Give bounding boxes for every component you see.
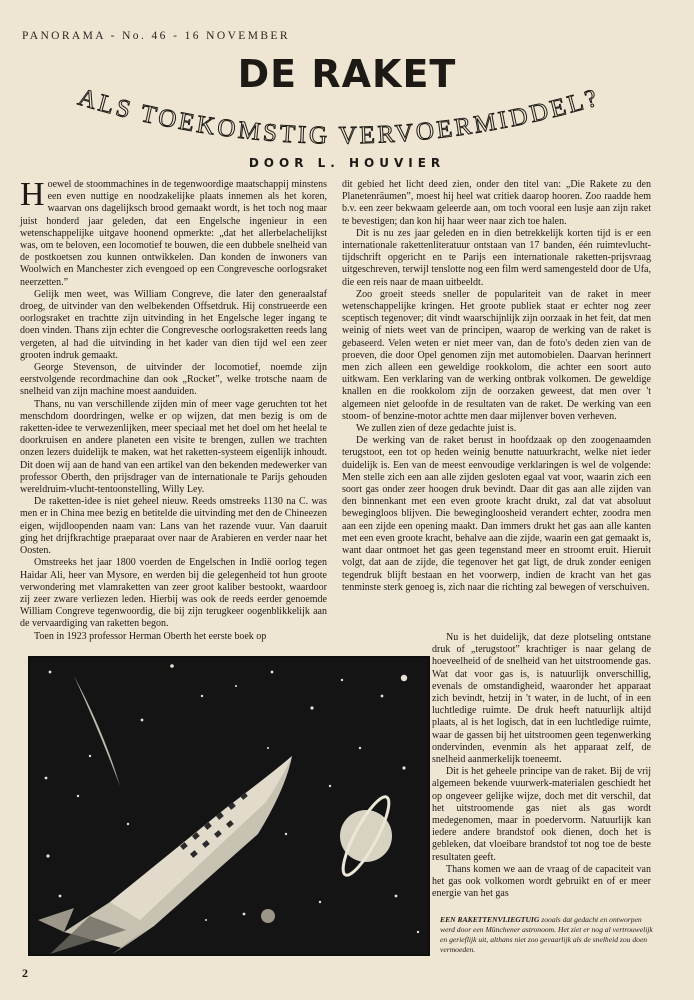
- article-subtitle: ALS TOEKOMSTIG VERVOERMIDDEL?: [75, 84, 604, 150]
- paragraph: Gelijk men weet, was William Congreve, die later den generaalstaf droeg, de uitvinder van den welbekenden Offsetdruk. Hij construeerde een oorlogsraket en trachtte zijn uitvinding in het Engelsche leger ingang te doen vinden. Thans zijn echter die Congrevesche oorlogsraketten reeds lang vergeten, al had die uitvinding in het kader van dien tijd wel een zeer grooten indruk gemaakt.: [20, 288, 327, 361]
- paragraph: George Stevenson, de uitvinder der locomotief, noemde zijn eerstvolgende recordmachine dan ook „Rocket”, welke trotsche naam de snelheid van zijn machine moest aanduiden.: [20, 362, 327, 398]
- moon-icon: [261, 909, 275, 923]
- byline: DOOR L. HOUVIER: [248, 156, 446, 170]
- paragraph: Thans komen we aan de vraag of de capaciteit van het gas ook volkomen wordt gebruikt en of er meer energie van het gas: [432, 863, 651, 900]
- drop-cap: H: [20, 176, 45, 213]
- paragraph: We zullen zien of deze gedachte juist is.: [356, 423, 517, 435]
- paragraph: Zoo groeit steeds sneller de populariteit van de raket in meer wetenschappelijke kringen. Het groote publiek staat er echter nog zeer sceptisch tegenover; dit vindt waarschijnlijk zijn oorzaak in het feit, dat men weinig of niets weet van de principen, waarop de werking van de raket is gebaseerd. Velen weten er niet meer van, dan de foto's deden zien van de proeven, die door Opel genomen zijn met automobielen. Daarvan herinnert men zich alleen een geweldige rookkolom, die achter een soort auto uitkwam. Een verklaring van de werking ontbrak volkomen. De geweldige knallen en die rookkolom zijn de oorzaken geweest, dat men over 't algemeen niet geloofde in de resultaten van de raket. De werking van een stoom- of benzine-motor achtte men daar mijlenver boven verheven.: [342, 288, 651, 422]
- left-column: [20, 176, 327, 643]
- caption-head: EEN RAKETTENVLIEGTUIG: [440, 915, 540, 924]
- right-column: [342, 179, 651, 594]
- rocket-space-scene: [30, 658, 428, 954]
- paragraph: Dit is het geheele principe van de raket. Bij de vrij algemeen bekende vuurwerk-materialen geschiedt het op ongeveer gelijke wijze, doch met dit verschil, dat het uitstroomende gas niet als gas wordt medegenomen, maar in poedervorm. Natuurlijk kan iedere andere brandstof ook dienen, doch het is gebleken, dat vloeibare brandstof tot nog toe de beste resultaten geeft.: [432, 766, 651, 863]
- page-number: 2: [22, 966, 28, 980]
- svg-text:ALS TOEKOMSTIG VERVOERMIDDEL?: [75, 84, 603, 150]
- rocket-illustration: [28, 656, 430, 956]
- paragraph: De raketten-idee is niet geheel nieuw. Reeds omstreeks 1130 na C. was men er in China mee bezig en betitelde die uitvinding met den de Chineezen eigen, wijdloopenden naam van: Lans van het razende vuur. Van daaruit ging het drijfkrachtige praeparaat over naar de Arabieren en verder naar het Oosten.: [20, 496, 327, 557]
- paragraph: Dit is nu zes jaar geleden en in dien betrekkelijk korten tijd is er een internationale rakettenliteratuur ontstaan van 17 banden, één ruimtevlucht-tijdschrift opgericht en te Parijs een internationale raketten-prijsvraag uitgeschreven, terwijl tenslotte nog een film werd samengesteld door de Ufa, die een reis naar de maan uitbeeldt.: [342, 227, 651, 288]
- paragraph: Omstreeks het jaar 1800 voerden de Engelschen in Indië oorlog tegen Haidar Ali, heer van Mysore, en werden bij die gelegenheid tot hun groote verwondering met vlamraketten van zeer groot kaliber bestookt, waardoor zij zeer zware verliezen leden. Hierbij was ook de reeds eerder genoemde William Congreve tegenwoordig, die bij zijn terugkeer oogenblikkelijk aan de vervaardiging van raketten begon.: [20, 557, 327, 630]
- illustration-caption: [440, 915, 653, 955]
- article-title: DE RAKET: [237, 52, 457, 96]
- paragraph: Hoewel de stoommachines in de tegenwoordige maatschappij minstens een even nuttige en noodzakelijke plaats innemen als het koren, waarvan ons dagelijksch brood gemaakt wordt, is het toch nog maar juist honderd jaar geleden, dat een Engelsche ingenieur in een wetenschappelijke uitgave hoonend opmerkte: „dat het allerbelachelijkst was, om te beloven, een locomotief te bouwen, die een dubbele snelheid van de postkoetsen zou kunnen ontwikkelen. Dan konden de inwoners van Woolwich en Manchester zich evengoed op een Congrevesche oorlogsraket neerzetten.”: [20, 176, 327, 288]
- paragraph: Toen in 1923 professor Herman Oberth het eerste boek op: [34, 630, 267, 642]
- right-column-lower: [432, 632, 651, 900]
- paragraph: Nu is het duidelijk, dat deze plotseling ontstane druk of „terugstoot” krachtiger is naar gelang de hoeveelheid of de snelheid van het uitstroomende gas. Wat dat voor gas is, is natuurlijk onverschillig, evenals de omstandigheid, waaronder het apparaat zich bevindt, hetzij in 't water, in de lucht, of in een luchtledige ruimte. De druk heeft natuurlijk altijd plaats, al is het logisch, dat in een luchtledige ruimte, waar de gassen bij het uitstroomen geen tegenwerking ondervinden, evenmin als het apparaat zelf, de snelheid aanmerkelijk toeneemt.: [432, 632, 651, 766]
- running-header: PANORAMA - No. 46 - 16 NOVEMBER: [22, 30, 290, 42]
- paragraph: dit gebied het licht deed zien, onder den titel van: „Die Rakete zu den Planetenräumen”, moest hij heel wat critiek daarop hooren. Zoo raadde hem b.v. een zeer bekwaam geleerde aan, om toch vooral een lusje aan zijn raket te bevestigen; dan kon hij haar weer naar zich toe halen.: [342, 179, 651, 227]
- caption-text: zooals dat gedacht en ontworpen werd door een Münchener astronoom. Het ziet er nog al vertrouwelijk en gerieflijk uit, althans niet zoo gevaarlijk als de snelheid zou doen vermoeden.: [440, 915, 653, 954]
- paragraph: Thans, nu van verschillende zijden min of meer vage geruchten tot het menschdom doordringen, welke er op wijzen, dat men bezig is om de raketten-idee te verwezenlijken, meer speciaal met het doel om het heelal te doorkruisen en andere planeten een visite te brengen, zullen we trachten onzen lezers duidelijk te maken, wat het raketten-systeem eigenlijk inhoudt. Dit doen wij aan de hand van een artikel van den bekenden medewerker van professor Oberth, den prijsdrager van de internationale te Parijs gehouden wereldruim-vlucht-tentoonstelling, Willy Ley.: [20, 398, 327, 496]
- paragraph: De werking van de raket berust in hoofdzaak op den zoogenaamden terugstoot, een tot op heden weinig benutte natuurkracht, welke niet ieder duidelijk is. Een van de meest eenvoudige verklaringen is wel de volgende: Men stelle zich een aan alle zijden gesloten egaal vat voor, waarin zich een soort gas onder zeer hoogen druk bevindt. Daar dit gas aan alle zijden van den binnenkant met een even groote kracht drukt, zal dat vat absoluut bewegingloos blijven. Die bewegingloosheid verandert echter, zoodra men aan een zijde een opening maakt. Dan immers drukt het gas aan alle kanten met een even groote kracht, behalve aan die zijde, waarin een gat gemaakt is, want daar ontmoet het gas geen tegenstand meer en stroomt eruit. Hieruit volgt, dat aan de zijde, die tegenover het gat ligt, de druk zonder eenigen tegendruk blijft bestaan en het voorwerp, indien de kracht van het gas tenminste sterk genoeg is, zich naar die richting zal bewegen of verschuiven.: [342, 435, 651, 593]
